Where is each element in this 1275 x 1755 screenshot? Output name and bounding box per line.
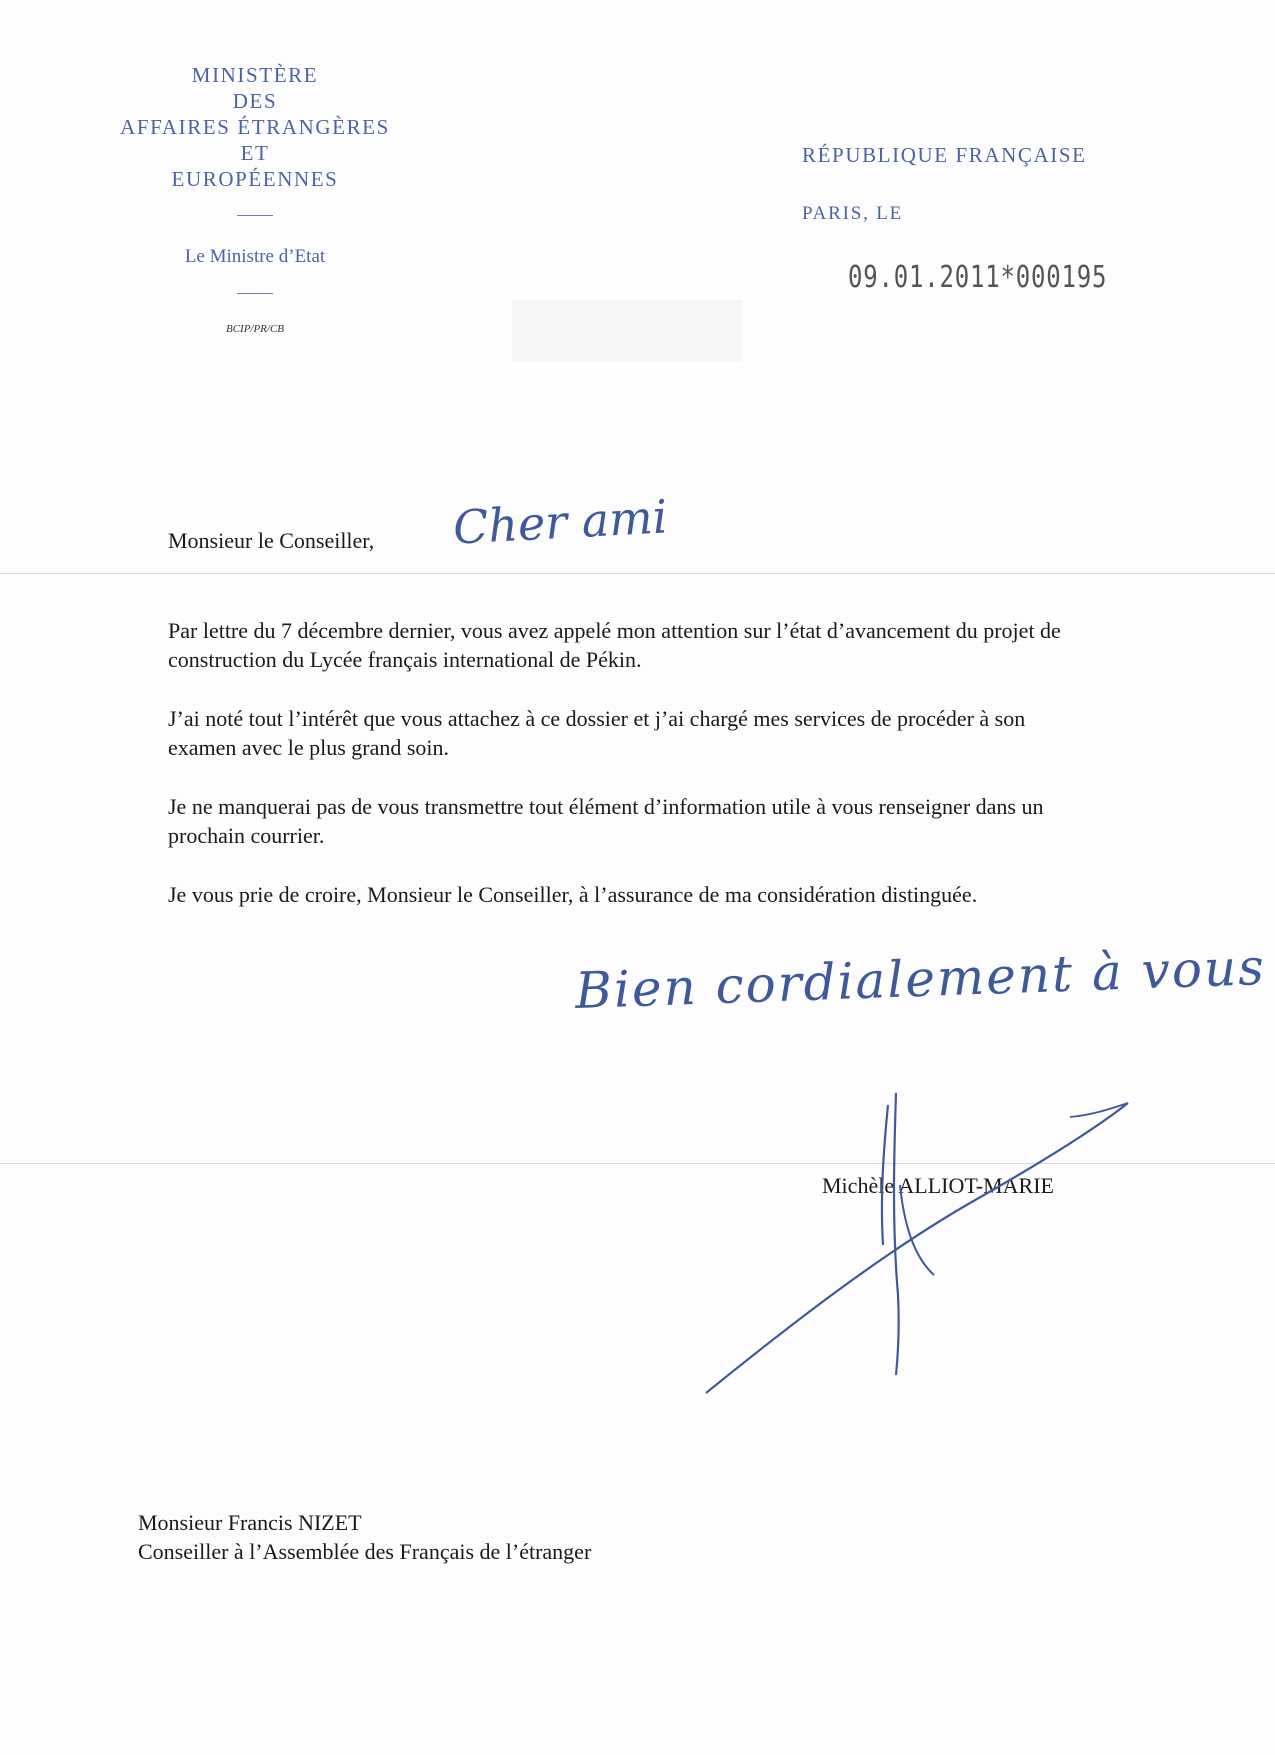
ministry-line: AFFAIRES ÉTRANGÈRES (120, 115, 390, 139)
salutation: Monsieur le Conseiller, (168, 528, 375, 553)
letter-body (168, 616, 1086, 939)
signatory-name: Michèle ALLIOT-MARIE (822, 1173, 1054, 1198)
paper-fold-line (0, 573, 1275, 574)
ministry-line: EUROPÉENNES (171, 167, 339, 191)
recipient-title: Conseiller à l’Assemblée des Français de l’étranger (138, 1539, 592, 1564)
ministry-line: ET (240, 141, 270, 165)
header-divider (237, 293, 273, 294)
handwritten-greeting: Cher ami (451, 489, 669, 555)
body-paragraph: Par lettre du 7 décembre dernier, vous avez appelé mon attention sur l’état d’avancement du projet de construction du Lycée français international de Pékin. (168, 618, 1061, 672)
recipient-name: Monsieur Francis NIZET (138, 1510, 362, 1535)
ministry-line: DES (232, 89, 278, 113)
handwritten-closing: Bien cordialement à vous (574, 937, 1267, 1021)
ministry-header (95, 62, 415, 192)
date-stamp: 09.01.2011*000195 (848, 260, 1108, 295)
minister-title: Le Ministre d’Etat (184, 246, 326, 267)
recipient-block (138, 1508, 591, 1566)
handwritten-signature (700, 1085, 1140, 1415)
header-divider (237, 215, 273, 216)
body-paragraph: J’ai noté tout l’intérêt que vous attachez à ce dossier et j’ai chargé mes services de procéder à son examen avec le plus grand soin. (168, 706, 1026, 760)
ministry-line: MINISTÈRE (191, 63, 319, 87)
body-paragraph: Je vous prie de croire, Monsieur le Conseiller, à l’assurance de ma considération distinguée. (168, 882, 978, 907)
reference-code: BCIP/PR/CB (225, 323, 285, 335)
body-paragraph: Je ne manquerai pas de vous transmettre tout élément d’information utile à vous renseigner dans un prochain courrier. (168, 794, 1044, 848)
republic-header: RÉPUBLIQUE FRANÇAISE (802, 143, 1087, 167)
place-label: PARIS, LE (802, 203, 904, 224)
paper-smudge (512, 300, 742, 362)
